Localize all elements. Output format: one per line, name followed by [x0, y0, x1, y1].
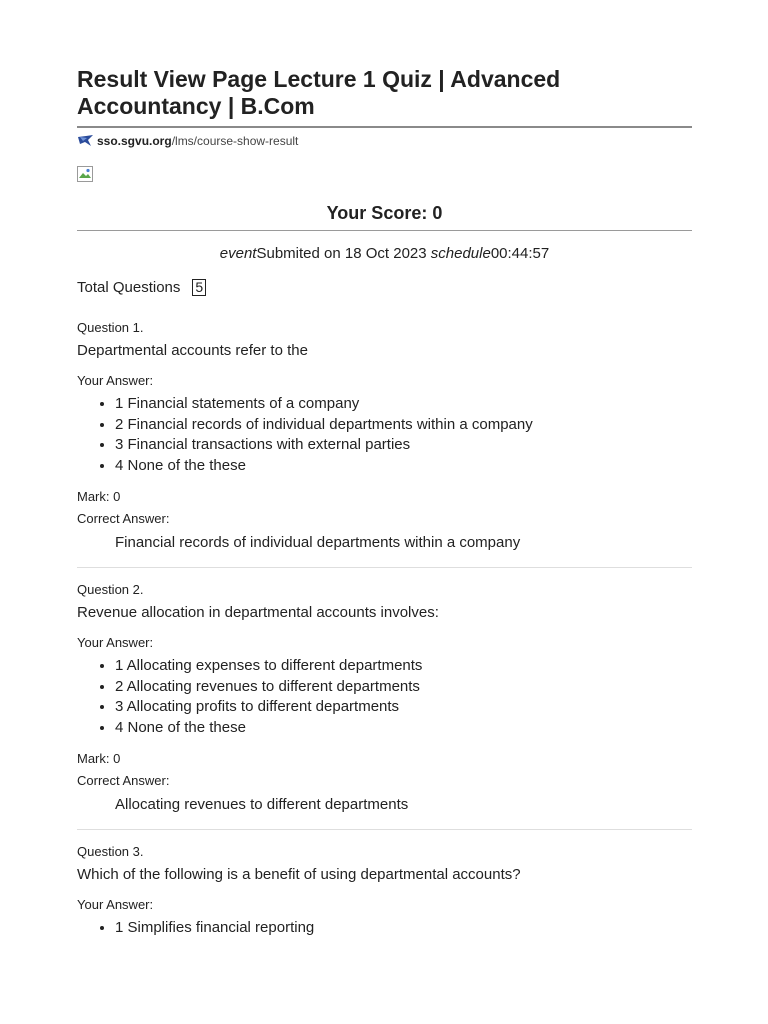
- answer-option: • 3 Financial transactions with external parties: [115, 435, 692, 456]
- answer-options: [77, 918, 692, 939]
- answer-option: • 4 None of the these: [115, 718, 692, 739]
- your-answer-label: Your Answer:: [77, 373, 154, 388]
- answer-option: • 1 Financial statements of a company: [115, 394, 692, 415]
- source-path: /lms/course-show-result: [171, 134, 299, 148]
- total-questions-label: Total Questions: [77, 279, 181, 296]
- question-text: Which of the following is a benefit of using departmental accounts?: [77, 866, 521, 883]
- answer-option: • 2 Allocating revenues to different departments: [115, 677, 692, 698]
- submission-info: [77, 245, 692, 262]
- correct-answer-label: Correct Answer:: [77, 773, 170, 788]
- question-divider: [77, 829, 692, 830]
- question-block: [77, 844, 692, 939]
- your-answer-label: Your Answer:: [77, 897, 154, 912]
- answer-option: • 4 None of the these: [115, 456, 692, 477]
- question-block: [77, 320, 692, 568]
- total-questions-count: 5: [192, 279, 206, 296]
- your-answer-label: Your Answer:: [77, 635, 154, 650]
- submitted-time: 00:44:57: [490, 245, 550, 262]
- answer-options: [77, 394, 692, 476]
- submitted-date: Submited on 18 Oct 2023: [256, 245, 427, 262]
- answer-options: [77, 656, 692, 738]
- question-block: [77, 582, 692, 830]
- question-divider: [77, 567, 692, 568]
- mark: Mark: 0: [77, 751, 121, 766]
- answer-option: • 3 Allocating profits to different departments: [115, 697, 692, 718]
- answer-option: • 1 Simplifies financial reporting: [115, 918, 692, 939]
- correct-answer: Financial records of individual departments within a company: [115, 534, 521, 551]
- answer-option: • 2 Financial records of individual departments within a company: [115, 415, 692, 436]
- score-divider: [77, 230, 692, 231]
- question-text: Departmental accounts refer to the: [77, 342, 308, 359]
- page-title: Result View Page Lecture 1 Quiz | Advanced Accountancy | B.Com: [77, 66, 561, 119]
- result-page: [77, 0, 692, 939]
- event-icon: event: [219, 245, 257, 262]
- source-link[interactable]: [77, 133, 692, 149]
- question-number: Question 3.: [77, 844, 144, 859]
- schedule-icon: schedule: [430, 245, 491, 262]
- title-divider: [77, 126, 692, 128]
- mark: Mark: 0: [77, 489, 121, 504]
- score-heading: Your Score: 0: [326, 203, 443, 223]
- correct-answer: Allocating revenues to different departments: [115, 796, 409, 813]
- question-text: Revenue allocation in departmental accounts involves:: [77, 604, 439, 621]
- site-logo-icon: [77, 134, 94, 148]
- broken-image-icon: [77, 166, 93, 182]
- correct-answer-label: Correct Answer:: [77, 511, 170, 526]
- answer-option: • 1 Allocating expenses to different departments: [115, 656, 692, 677]
- source-domain: sso.sgvu.org: [97, 134, 172, 148]
- question-number: Question 2.: [77, 582, 144, 597]
- total-questions: [77, 279, 692, 296]
- question-number: Question 1.: [77, 320, 144, 335]
